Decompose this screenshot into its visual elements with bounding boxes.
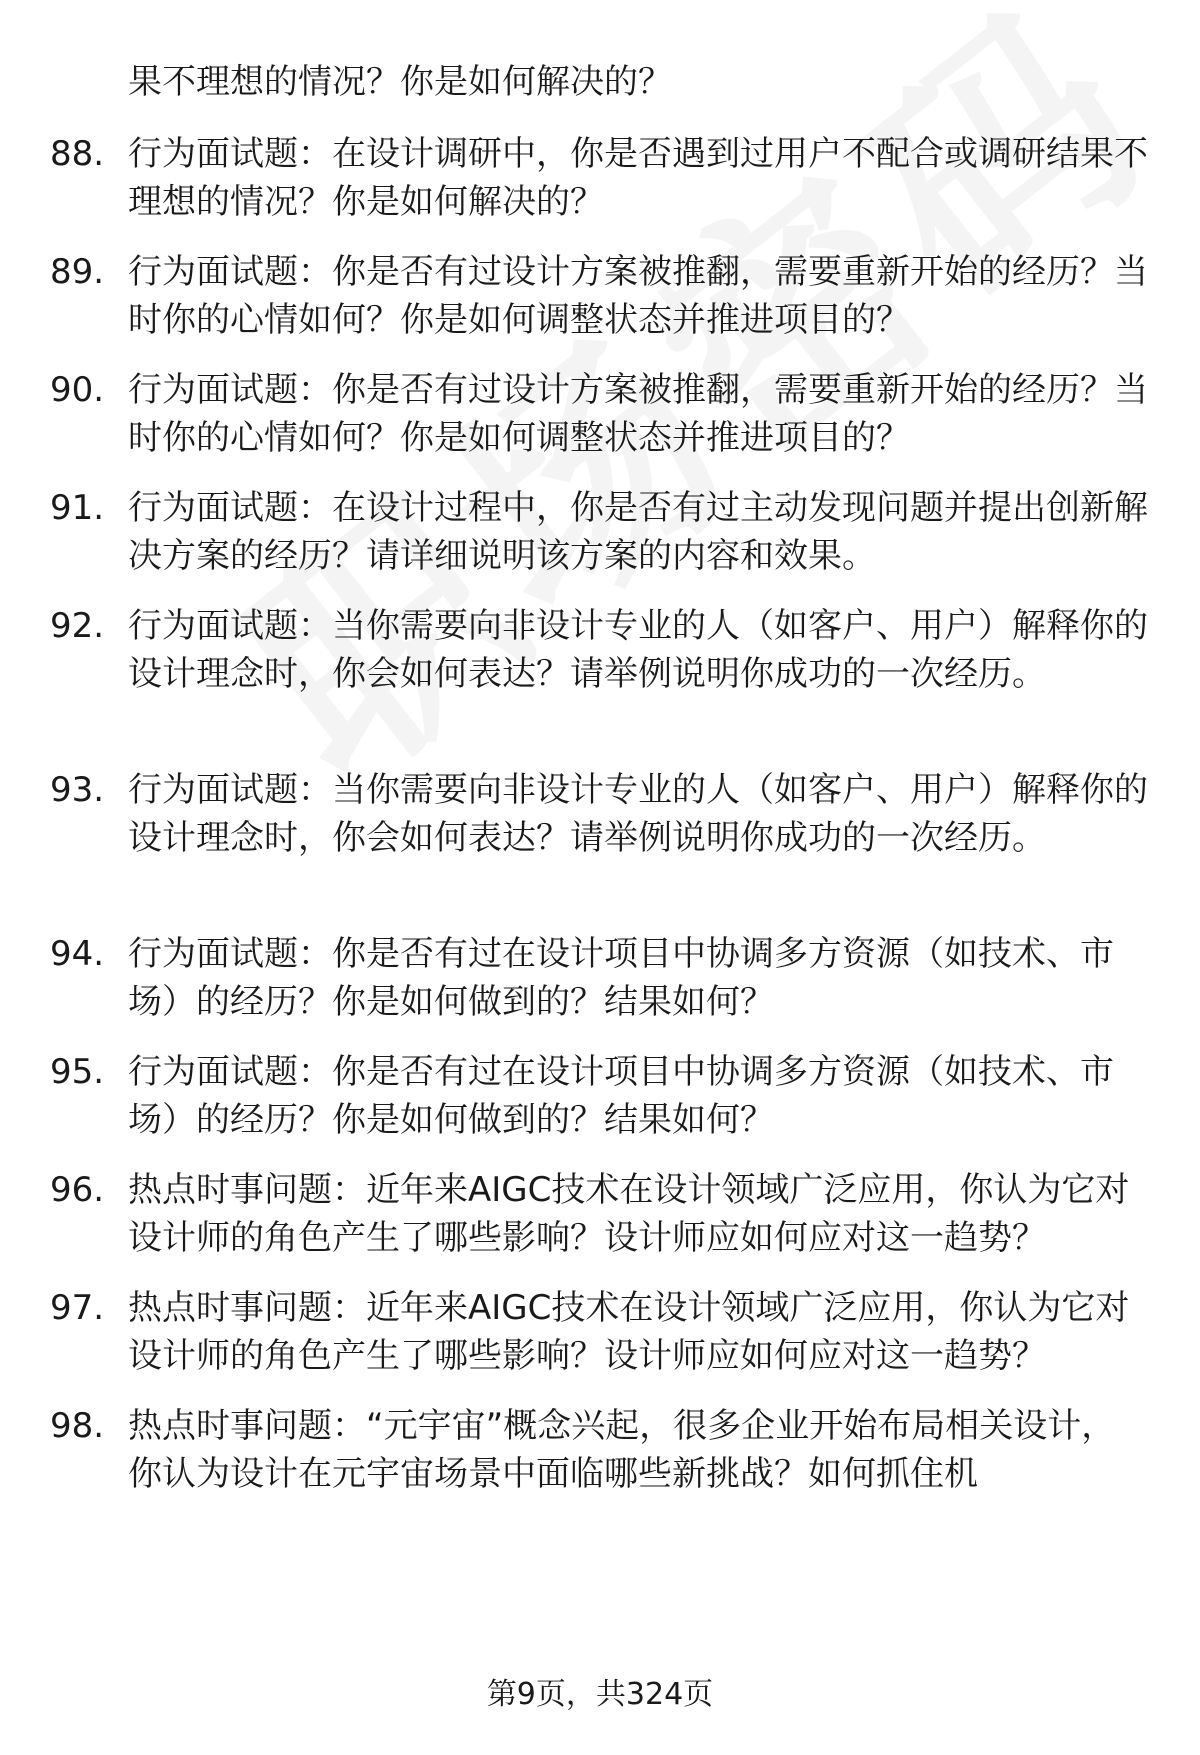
item-number: 92. [50, 606, 105, 646]
item-text: 行为面试题：你是否有过设计方案被推翻，需要重新开始的经历？当时你的心情如何？你是如何调整状态并推进项目的？ [128, 370, 1148, 458]
item-text: 行为面试题：你是否有过在设计项目中协调多方资源（如技术、市场）的经历？你是如何做到的？结果如何？ [128, 934, 1114, 1022]
item-text: 行为面试题：当你需要向非设计专业的人（如客户、用户）解释你的设计理念时，你会如何表达？请举例说明你成功的一次经历。 [128, 606, 1148, 694]
item-text: 热点时事问题：近年来AIGC技术在设计领域广泛应用，你认为它对设计师的角色产生了哪些影响？设计师应如何应对这一趋势？ [128, 1288, 1130, 1376]
item-number: 88. [50, 134, 105, 174]
item-number: 91. [50, 488, 105, 528]
item-text: 行为面试题：在设计过程中，你是否有过主动发现问题并提出创新解决方案的经历？请详细说明该方案的内容和效果。 [128, 488, 1148, 576]
item-text: 热点时事问题：“元宇宙”概念兴起，很多企业开始布局相关设计，你认为设计在元宇宙场景中面临哪些新挑战？如何抓住机 [128, 1406, 1116, 1494]
item-number: 93. [50, 770, 105, 810]
item-number: 89. [50, 252, 105, 292]
item-text: 行为面试题：当你需要向非设计专业的人（如客户、用户）解释你的设计理念时，你会如何表达？请举例说明你成功的一次经历。 [128, 770, 1148, 858]
item-number: 96. [50, 1170, 105, 1210]
item-number: 94. [50, 934, 105, 974]
item-number: 90. [50, 370, 105, 410]
item-text: 行为面试题：你是否有过在设计项目中协调多方资源（如技术、市场）的经历？你是如何做到的？结果如何？ [128, 1052, 1114, 1140]
item-number: 97. [50, 1288, 105, 1328]
continued-text: 果不理想的情况？你是如何解决的？ [128, 62, 672, 102]
page-number: 第9页，共324页 [486, 1677, 714, 1712]
item-text: 行为面试题：你是否有过设计方案被推翻，需要重新开始的经历？当时你的心情如何？你是如何调整状态并推进项目的？ [128, 252, 1148, 340]
item-number: 95. [50, 1052, 105, 1092]
item-text: 行为面试题：在设计调研中，你是否遇到过用户不配合或调研结果不理想的情况？你是如何解决的？ [128, 134, 1148, 222]
item-text: 热点时事问题：近年来AIGC技术在设计领域广泛应用，你认为它对设计师的角色产生了哪些影响？设计师应如何应对这一趋势？ [128, 1170, 1130, 1258]
item-number: 98. [50, 1406, 105, 1446]
